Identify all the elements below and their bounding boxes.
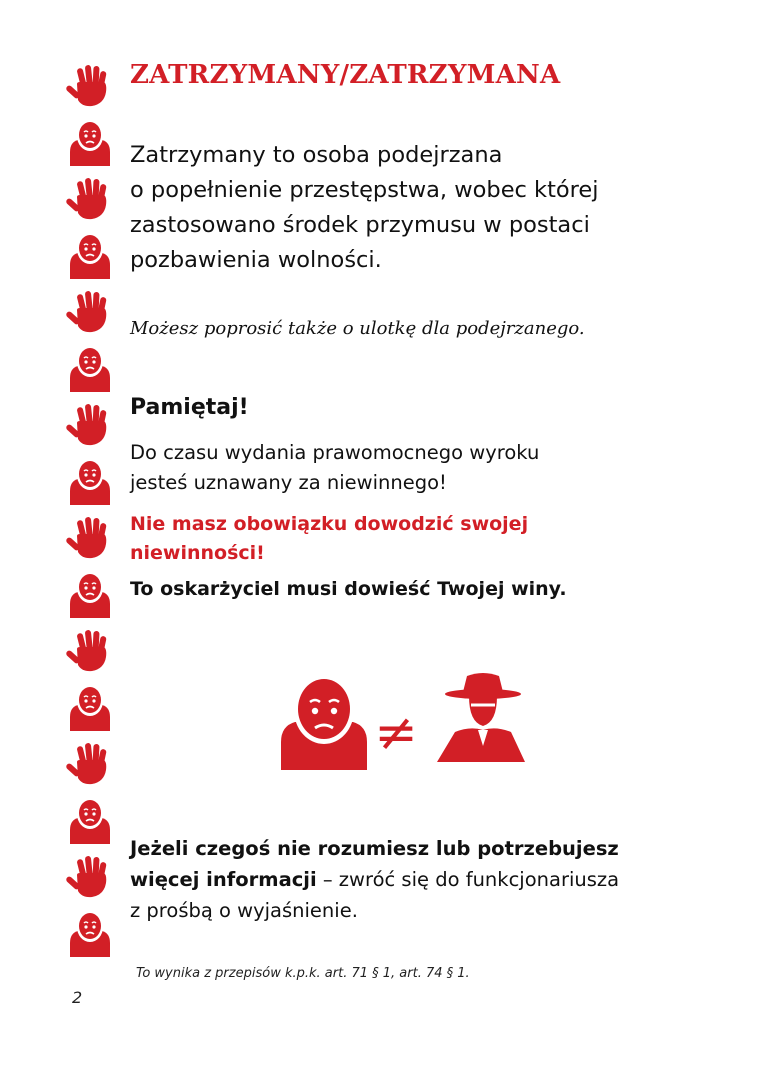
hand-icon — [66, 62, 114, 110]
hand-icon — [66, 853, 114, 901]
hand-icon — [66, 740, 114, 788]
person-icon — [66, 570, 114, 618]
definition-text — [130, 138, 690, 278]
person-icon — [66, 457, 114, 505]
person-icon — [66, 909, 114, 957]
help-line: z prośbą o wyjaśnienie. — [130, 899, 358, 922]
definition-line: zastosowano środek przymusu w postaci — [130, 212, 590, 238]
no-obligation-text — [130, 510, 690, 568]
remember-heading: Pamiętaj! — [130, 395, 249, 420]
definition-line: pozbawienia wolności. — [130, 247, 382, 273]
person-icon — [66, 344, 114, 392]
detained-person-icon — [281, 676, 367, 770]
definition-line: Zatrzymany to osoba podejrzana — [130, 142, 503, 168]
help-line-rest: – zwróć się do funkcjonariusza — [316, 868, 620, 891]
definition-line: o popełnienie przestępstwa, wobec której — [130, 177, 599, 203]
hand-icon — [66, 627, 114, 675]
criminal-silhouette-icon — [437, 673, 525, 762]
remember-line: jesteś uznawany za niewinnego! — [130, 471, 447, 494]
page-number: 2 — [72, 988, 83, 1007]
no-obligation-line: niewinności! — [130, 542, 265, 564]
prosecutor-text: To oskarżyciel musi dowieść Twojej winy. — [130, 578, 567, 600]
remember-line: Do czasu wydania prawomocnego wyroku — [130, 441, 540, 464]
legal-footnote: To wynika z przepisów k.p.k. art. 71 § 1, art. 74 § 1. — [136, 966, 470, 981]
hand-icon — [66, 514, 114, 562]
help-line-bold: Jeżeli czegoś nie rozumiesz lub potrzebujesz — [130, 837, 619, 860]
not-equal-sign: ≠ — [374, 703, 418, 763]
side-icon-column — [66, 62, 116, 962]
page-title: ZATRZYMANY/ZATRZYMANA — [130, 60, 561, 90]
hand-icon — [66, 175, 114, 223]
person-icon — [66, 118, 114, 166]
remember-text — [130, 438, 690, 498]
person-icon — [66, 231, 114, 279]
person-icon — [66, 683, 114, 731]
help-text — [130, 833, 720, 926]
no-obligation-line: Nie masz obowiązku dowodzić swojej — [130, 513, 529, 535]
help-line-bold: więcej informacji — [130, 868, 317, 891]
hand-icon — [66, 401, 114, 449]
innocence-illustration — [275, 672, 535, 772]
person-icon — [66, 796, 114, 844]
leaflet-hint: Możesz poprosić także o ulotkę dla podejrzanego. — [130, 318, 585, 339]
hand-icon — [66, 288, 114, 336]
